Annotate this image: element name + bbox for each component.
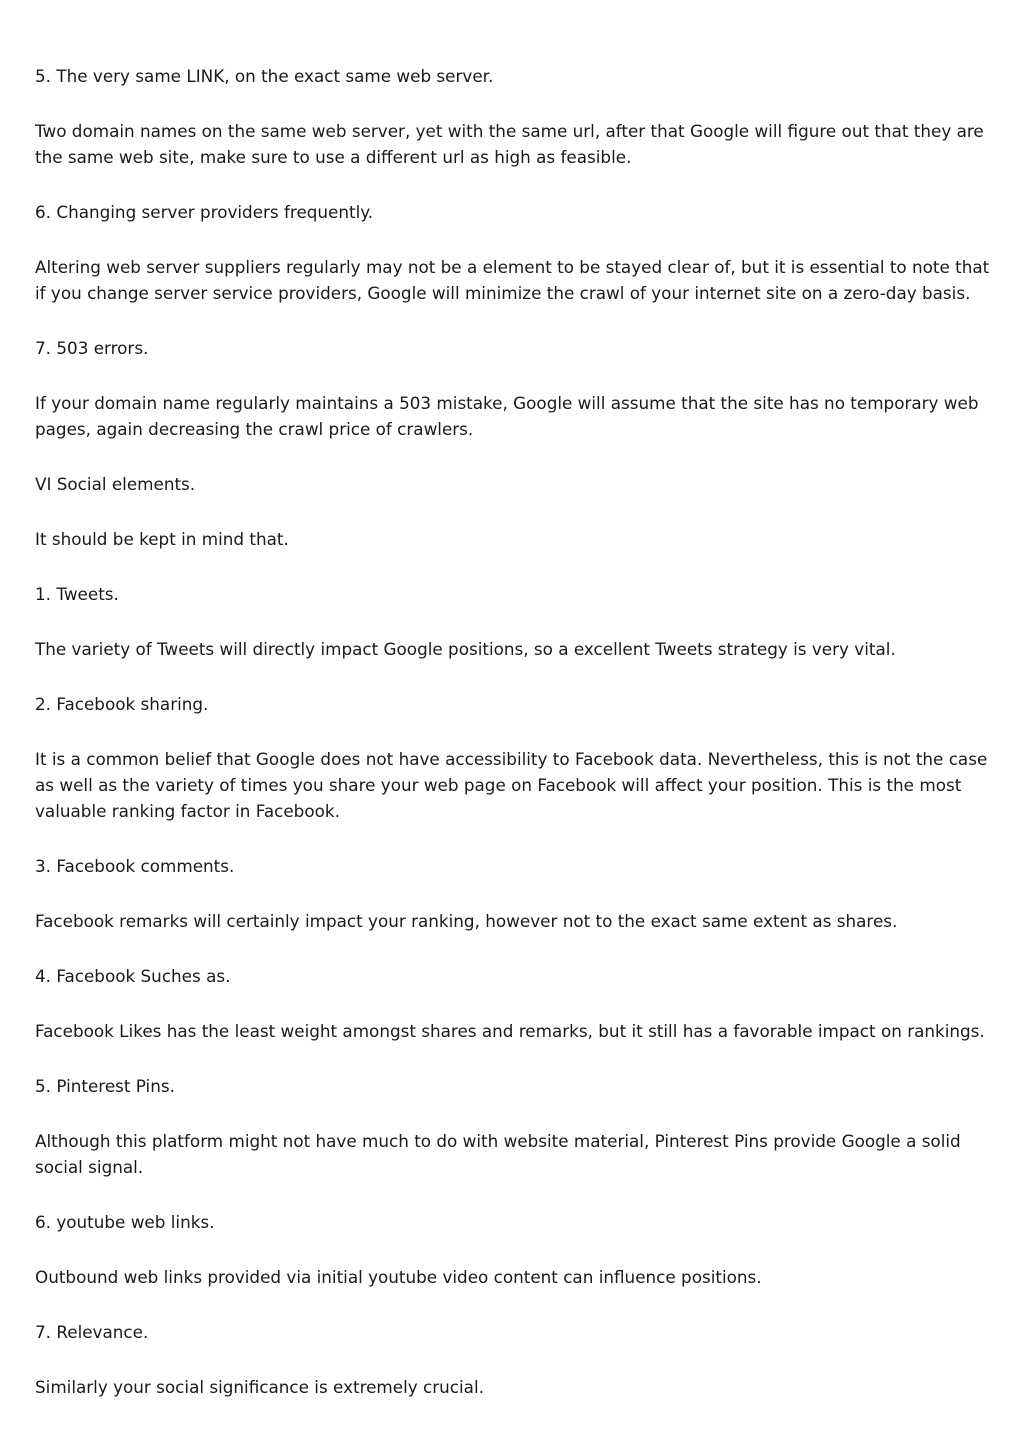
paragraph-social-intro: It should be kept in mind that. bbox=[35, 529, 289, 549]
paragraph-facebook-likes: Facebook Likes has the least weight amongst shares and remarks, but it still has a favorable impact on rankings. bbox=[35, 1021, 985, 1041]
paragraph-facebook-sharing: It is a common belief that Google does not have accessibility to Facebook data. Nevertheless, this is not the case as well as the variety of times you share your web page on Facebook will affect your position. This is the most valuable ranking factor in Facebook. bbox=[35, 749, 988, 821]
heading-youtube-links: 6. youtube web links. bbox=[35, 1212, 215, 1232]
heading-relevance: 7. Relevance. bbox=[35, 1322, 149, 1342]
paragraph-503-errors: If your domain name regularly maintains a 503 mistake, Google will assume that the site has no temporary web pages, again decreasing the crawl price of crawlers. bbox=[35, 393, 979, 439]
heading-pinterest-pins: 5. Pinterest Pins. bbox=[35, 1076, 175, 1096]
heading-same-link: 5. The very same LINK, on the exact same web server. bbox=[35, 66, 494, 86]
document-body bbox=[35, 63, 995, 1429]
heading-social-elements: VI Social elements. bbox=[35, 474, 196, 494]
paragraph-same-link: Two domain names on the same web server, yet with the same url, after that Google will figure out that they are the same web site, make sure to use a different url as high as feasible. bbox=[35, 121, 984, 167]
heading-503-errors: 7. 503 errors. bbox=[35, 338, 149, 358]
heading-facebook-likes: 4. Facebook Suches as. bbox=[35, 966, 231, 986]
paragraph-pinterest-pins: Although this platform might not have much to do with website material, Pinterest Pins provide Google a solid social signal. bbox=[35, 1131, 961, 1177]
paragraph-relevance: Similarly your social significance is extremely crucial. bbox=[35, 1377, 484, 1397]
heading-tweets: 1. Tweets. bbox=[35, 584, 119, 604]
paragraph-changing-server: Altering web server suppliers regularly may not be a element to be stayed clear of, but it is essential to note that if you change server service providers, Google will minimize the crawl of your internet site on a zero-day basis. bbox=[35, 257, 990, 303]
paragraph-facebook-comments: Facebook remarks will certainly impact your ranking, however not to the exact same extent as shares. bbox=[35, 911, 898, 931]
paragraph-tweets: The variety of Tweets will directly impact Google positions, so a excellent Tweets strategy is very vital. bbox=[35, 639, 896, 659]
heading-facebook-sharing: 2. Facebook sharing. bbox=[35, 694, 209, 714]
heading-facebook-comments: 3. Facebook comments. bbox=[35, 856, 235, 876]
heading-changing-server: 6. Changing server providers frequently. bbox=[35, 202, 374, 222]
paragraph-youtube-links: Outbound web links provided via initial youtube video content can influence positions. bbox=[35, 1267, 762, 1287]
